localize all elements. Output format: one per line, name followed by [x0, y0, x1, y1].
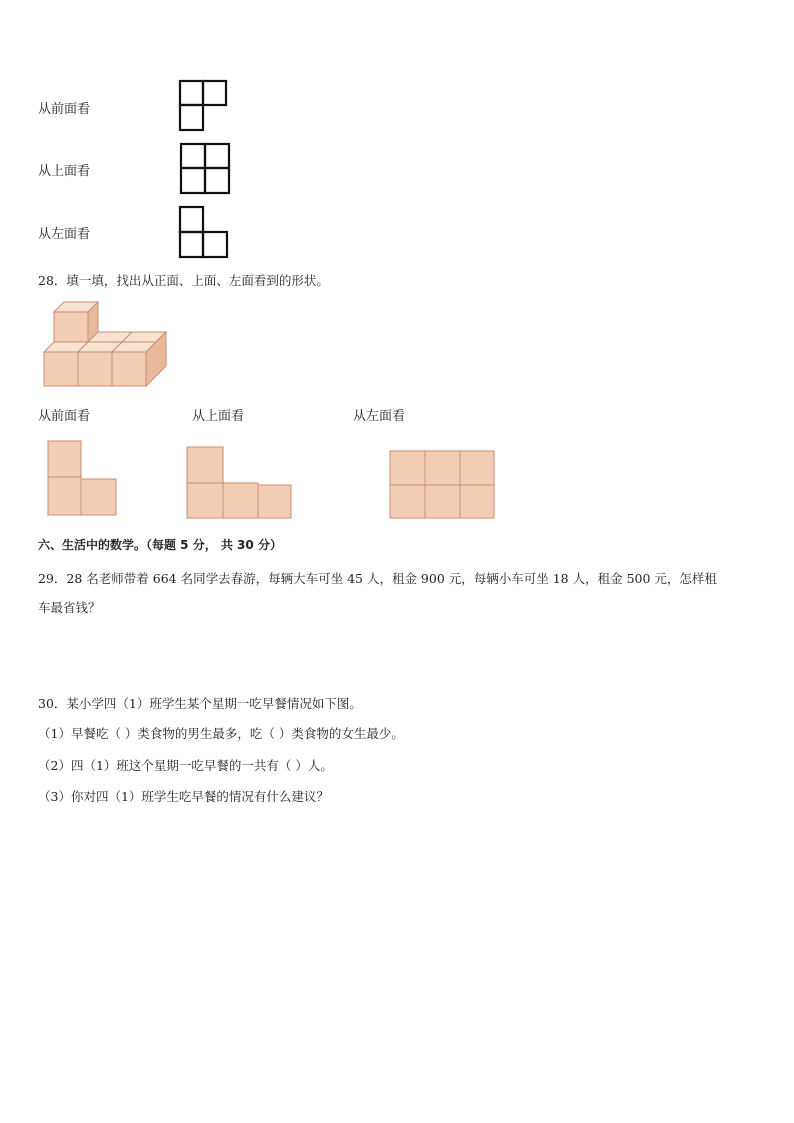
q28-left-label: 从左面看 [353, 409, 406, 424]
question-30-part-2: （2）四（1）班这个星期一吃早餐的一共有（ ）人。 [38, 758, 333, 773]
question-29-line-2: 车最省钱？ [38, 600, 101, 615]
question-29-line-1: 29．28 名老师带着 664 名同学去春游，每辆大车可坐 45 人，租金 900 元，每辆小车可坐 18 人，租金 500 元，怎样租 [38, 571, 717, 586]
question-30-part-3: （3）你对四（1）班学生吃早餐的情况有什么建议？ [38, 789, 329, 804]
q28-left-answer-shape [389, 450, 497, 520]
q28-front-label: 从前面看 [38, 409, 91, 424]
left-view-shape [178, 205, 230, 260]
top-view-label: 从上面看 [38, 164, 91, 179]
q28-top-answer-shape [186, 446, 294, 520]
top-view-shape [178, 142, 232, 196]
front-view-shape [178, 79, 230, 133]
cube-stack-illustration [42, 300, 172, 392]
q28-front-answer-shape [47, 440, 119, 518]
question-30-part-1: （1）早餐吃（ ）类食物的男生最多，吃（ ）类食物的女生最少。 [38, 726, 404, 741]
left-view-label: 从左面看 [38, 227, 91, 242]
question-30-intro: 30．某小学四（1）班学生某个星期一吃早餐情况如下图。 [38, 696, 362, 711]
question-28-text: 28．填一填，找出从正面、上面、左面看到的形状。 [38, 273, 329, 288]
q28-top-label: 从上面看 [192, 409, 245, 424]
front-view-label: 从前面看 [38, 102, 91, 117]
section-6-heading: 六、生活中的数学。（每题 5 分， 共 30 分） [38, 538, 282, 552]
